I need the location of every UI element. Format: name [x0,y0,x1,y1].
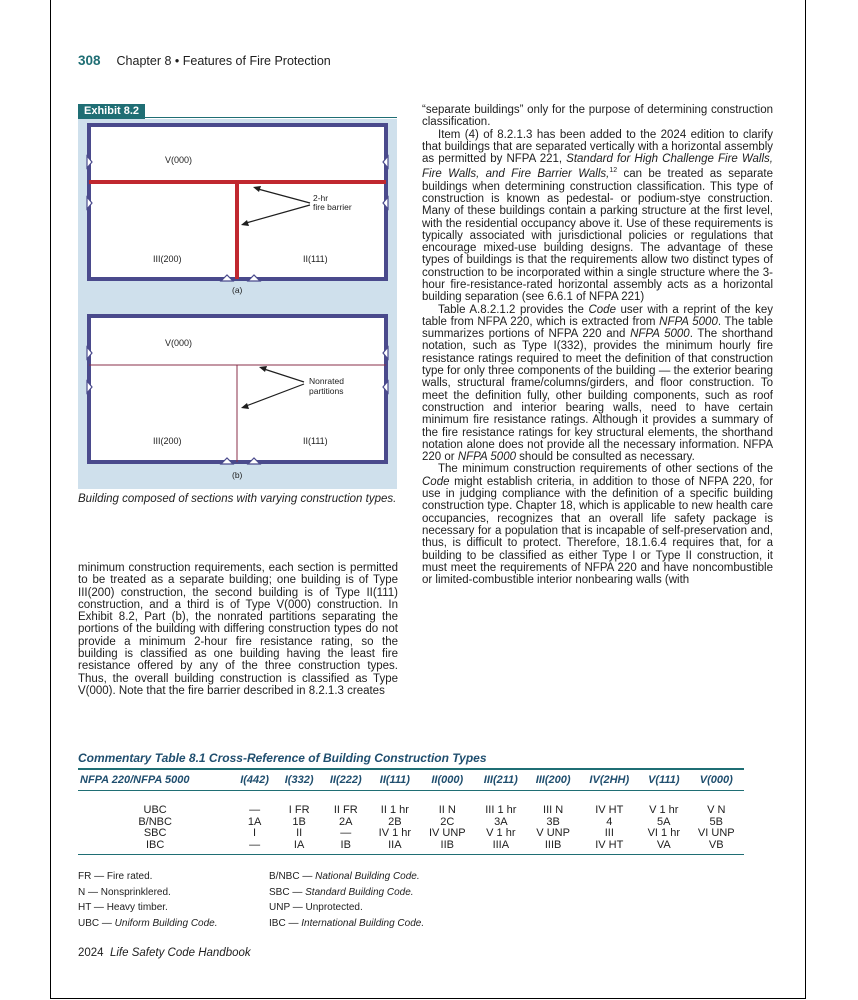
table-header: I(442) [240,774,269,786]
exhibit-figure [78,119,397,489]
diagram-a-part-label: (a) [232,285,243,295]
legend-item: UNP — Unprotected. [269,902,363,913]
callout-b-line-1: Nonrated [309,376,344,386]
table-cell: III N [543,804,564,816]
table-cell: V UNP [536,827,570,839]
footer-year: 2024 [78,947,104,959]
table-cell: I FR [288,804,310,816]
callout-a-line-2: fire barrier [313,202,352,212]
table-cell: UBC [143,804,167,816]
running-footer [78,947,251,959]
footer-book-title: Life Safety Code Handbook [109,947,251,959]
diagram-b-right-label: II(111) [303,436,328,446]
table-cell: — [340,827,352,839]
table-header: II(222) [329,774,362,786]
table-cell: IV 1 hr [378,827,412,839]
table-cell: 5B [709,815,723,828]
legend-item: UBC — Uniform Building Code. [78,917,218,929]
table-cell: 5A [657,815,671,828]
diagram-a-left-label: III(200) [153,254,182,264]
table-cell: 1A [247,815,262,828]
table-header: V(111) [648,774,680,786]
left-column [78,562,398,697]
table-cell: VA [656,838,671,851]
table-header: II(111) [379,774,410,786]
table-cell: — [249,838,261,851]
legend-item: FR — Fire rated. [78,871,153,882]
table-cell: V 1 hr [486,827,516,839]
table-cell: I [253,827,257,839]
table-cell: 1B [292,815,306,828]
table-cell: IIB [440,838,454,851]
table-cell: II FR [333,804,358,816]
table-row [78,791,744,817]
table-cell: 2A [339,815,353,828]
paragraph-2: Item (4) of 8.2.1.3 has been added to the 2024 edition to clarify that buildings that are separated vertically with a horizontal assembly as permitted by NFPA 221, Standard for High Challenge Fire Walls, Fire Walls, and Fire Barrier Walls,$^{12}$ can be treated as separate buildings when determining construction classification. This type of construction is known as pedestal- or podium-stye construction. Many of these buildings contain a parking structure at the first level, with the residential occupancy above it. Use of these requirements is typically associated with jurisdictional policies or regulations that encourage mixed-use building designs. The advantage of these types of buildings is that the requirements allow two distinct types of construction to be incorporated within a single structure where the 3-hour fire-resistance-rated horizontal assembly acts as a horizontal building separation (see 6.6.1 of NFPA 221) [422,128,773,304]
table-header-row [78,769,744,791]
table-cell: 3B [546,815,560,828]
table-cell: 2B [388,815,402,828]
paragraph-4: The minimum construction requirements of other sections of the Code might establish criteria, in addition to those of NFPA 220, for use in judging compliance with the definition of a specific building construction type. Chapter 18, which is applicable to new health care occupancies, recognizes that an overall life safety package is necessary for a population that is incapable of self-preservation and, thus, is difficult to protect. Therefore, 18.1.6.4 requires that, for a building to be classified as either Type I or Type II construction, it must meet the requirements of NFPA 220 and have noncombustible or limited-combustible interior nonbearing walls (with [422,463,773,587]
diagram-b-top-label: V(000) [165,338,193,348]
table-cell: II [296,827,303,839]
table-cell: IIIA [492,838,510,851]
diagram-a [87,125,388,295]
chapter-title: Chapter 8 • Features of Fire Protection [116,54,331,68]
table-cell: SBC [143,827,167,839]
table-cell: VI UNP [697,827,735,839]
page-number: 308 [78,53,101,68]
table-cell: VI 1 hr [647,827,680,839]
diagram-b [87,316,388,480]
exhibit-tag: Exhibit 8.2 [78,104,145,119]
table-cell: II N [438,804,456,816]
legend-item: IBC — International Building Code. [269,917,425,929]
table-row [78,828,744,840]
table-cell: V N [707,804,726,816]
table-cell: B/NBC [138,815,172,828]
legend-item: SBC — Standard Building Code. [269,886,414,898]
table-cell: 3A [494,815,508,828]
callout-b-line-2: partitions [309,386,344,396]
legend-right [269,869,424,931]
table-header: III(200) [535,774,571,786]
building-diagram [78,119,397,489]
table-header: III(211) [483,774,518,786]
diagram-a-top-label: V(000) [165,155,193,165]
right-column [422,104,773,586]
table-cell: III [604,827,614,839]
table-header: IV(2HH) [589,774,630,786]
diagram-b-left-label: III(200) [153,436,182,446]
table-cell: IA [293,838,305,851]
legend-item: B/NBC — National Building Code. [269,871,420,882]
table-cell: 2C [440,815,455,828]
table-cell: IV UNP [428,827,466,839]
diagram-b-part-label: (b) [232,470,243,480]
legend-left [78,869,218,931]
table-cell: VB [708,838,724,851]
table-header: V(000) [699,774,733,786]
commentary-table-title: Commentary Table 8.1 Cross-Reference of Building Construction Types [78,751,487,765]
running-header [78,53,331,68]
table-cell: V 1 hr [649,804,679,816]
table-cell: III 1 hr [485,804,517,816]
callout-a-line-1: 2-hr [313,193,329,203]
paragraph-3: Table A.8.2.1.2 provides the Code user with a reprint of the key table from NFPA 220, which is extracted from NFPA 5000. The table summarizes portions of NFPA 220 and NFPA 5000. The shorthand notation, such as Type I(332), provides the minimum hourly fire resistance ratings required to meet the definition of that construction type for only three components of the building — the exterior bearing walls, structural frame/columns/girders, and floor construction. To meet the definition fully, other building components, such as roof construction and interior bearing walls, need to have certain minimum fire resistance ratings. Although it provides a summary of the fire resistance ratings for key structural elements, the shorthand notation alone does not provide all the necessary information. NFPA 220 or NFPA 5000 should be consulted as necessary. [422,303,774,464]
table-cell: — [249,804,261,816]
table-cell: IIIB [544,838,562,851]
table-cell: IIA [388,838,402,851]
table-cell: 4 [606,815,613,828]
table-row [78,840,744,855]
legend-item: N — Nonsprinklered. [78,886,171,898]
diagram-a-right-label: II(111) [303,254,328,264]
table-cell: IV HT [595,804,624,816]
exhibit-caption: Building composed of sections with varying construction types. [78,493,397,505]
table-cell: IBC [145,838,165,851]
table-row [78,817,744,829]
table-header: I(332) [284,774,314,786]
commentary-table [78,768,744,855]
table-cell: II 1 hr [380,804,409,816]
legend-item: HT — Heavy timber. [78,902,168,913]
table-header: NFPA 220/NFPA 5000 [80,774,190,786]
table-cell: IV HT [595,838,624,851]
table-header: II(000) [431,774,464,786]
paragraph-1: “separate buildings” only for the purpose of determining construction classification. [422,104,773,129]
left-paragraph: minimum construction requirements, each section is permitted to be treated as a separate building; one building is of Type III(200) construction, the second building is of Type II(111) construction, and a third is of Type V(000) construction. In Exhibit 8.2, Part (b), the nonrated partitions separating the portions of the building with differing construction types do not provide a minimum 2-hour fire resistance rating, so the building is classified as one building having the least fire resistance offered by any of the three construction types. Thus, the overall building construction is classified as Type V(000). Note that the fire barrier described in 8.2.1.3 creates [78,562,398,697]
table-cell: IB [340,838,351,851]
